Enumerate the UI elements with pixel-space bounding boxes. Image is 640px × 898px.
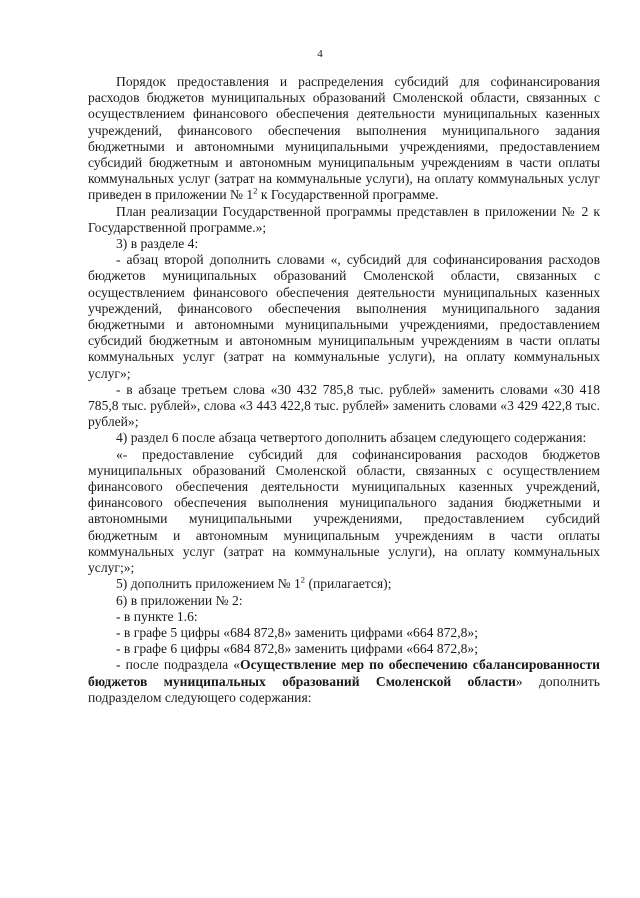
paragraph-tail: к Государственной программе. xyxy=(257,187,439,203)
paragraph-appendix xyxy=(88,576,600,592)
paragraph-text: Порядок предоставления и распределения субсидий для софинансирования расходов бюджетов муниципальных образований Смоленской области, связанных с осуществлением финансового обеспечения деятельности муниципальных казенных учреждений, финансового обеспечения выполнения муниципального задания бюджетными и автономными муниципальными учреждениями, предоставлением субсидий бюджетным и автономным муниципальным учреждениям в части оплаты коммунальных услуг (затрат на коммунальные услуги), на оплату коммунальных услуг приведен в приложении № 1 xyxy=(88,74,600,203)
superscript: 2 xyxy=(300,574,306,585)
paragraph-column-6: - в графе 6 цифры «684 872,8» заменить цифрами «664 872,8»; xyxy=(116,641,478,657)
page-number: 4 xyxy=(317,48,323,60)
paragraph-column-5: - в графе 5 цифры «684 872,8» заменить цифрами «664 872,8»; xyxy=(116,624,478,640)
superscript: 2 xyxy=(253,185,258,196)
bold-subsection-title: Осуществление мер по обеспечению сбалансированности бюджетов муниципальных образований Смоленской области xyxy=(88,657,600,689)
paragraph-plan: План реализации Государственной программы представлен в приложении № 2 к Государственной программе.»; xyxy=(88,203,600,235)
paragraph-section-4: 3) в разделе 4: xyxy=(116,236,199,252)
paragraph-section-6: 4) раздел 6 после абзаца четвертого дополнить абзацем следующего содержания: xyxy=(116,430,587,446)
paragraph-tail: » дополнить подразделом следующего содержания: xyxy=(88,673,600,705)
paragraph-text: - после подраздела « xyxy=(116,657,241,673)
paragraph-tail: (прилагается); xyxy=(305,576,392,592)
paragraph-abzac-3: - в абзаце третьем слова «30 432 785,8 тыс. рублей» заменить словами «30 418 785,8 тыс. рублей», слова «3 443 422,8 тыс. рублей» заменить словами «3 429 422,8 тыс. рублей»; xyxy=(88,381,600,430)
paragraph-subsection xyxy=(88,657,600,706)
document-body xyxy=(88,74,600,706)
paragraph-subsidy-procedure xyxy=(88,74,600,204)
paragraph-new-abzac: «- предоставление субсидий для софинансирования расходов бюджетов муниципальных образований Смоленской области, связанных с осуществлением финансового обеспечения деятельности муниципальных казенных учреждений, финансового обеспечения выполнения муниципального задания бюджетными и автономными муниципальными учреждениями, предоставлением субсидий бюджетным и автономным муниципальным учреждениям в части оплаты коммунальных услуг (затрат на коммунальные услуги), на оплату коммунальных услуг;»; xyxy=(88,446,600,576)
paragraph-appendix-2: 6) в приложении № 2: xyxy=(116,592,243,608)
paragraph-point-1-6: - в пункте 1.6: xyxy=(116,608,198,624)
paragraph-abzac-2: - абзац второй дополнить словами «, субсидий для софинансирования расходов бюджетов муниципальных образований Смоленской области, связанных с осуществлением финансового обеспечения деятельности муниципальных казенных учреждений, финансового обеспечения выполнения муниципального задания бюджетными и автономными муниципальными учреждениями, предоставлением субсидий бюджетным и автономным муниципальным учреждениям в части оплаты коммунальных услуг (затрат на коммунальные услуги), на оплату коммунальных услуг»; xyxy=(88,252,600,381)
paragraph-text: 5) дополнить приложением № 1 xyxy=(116,576,301,592)
